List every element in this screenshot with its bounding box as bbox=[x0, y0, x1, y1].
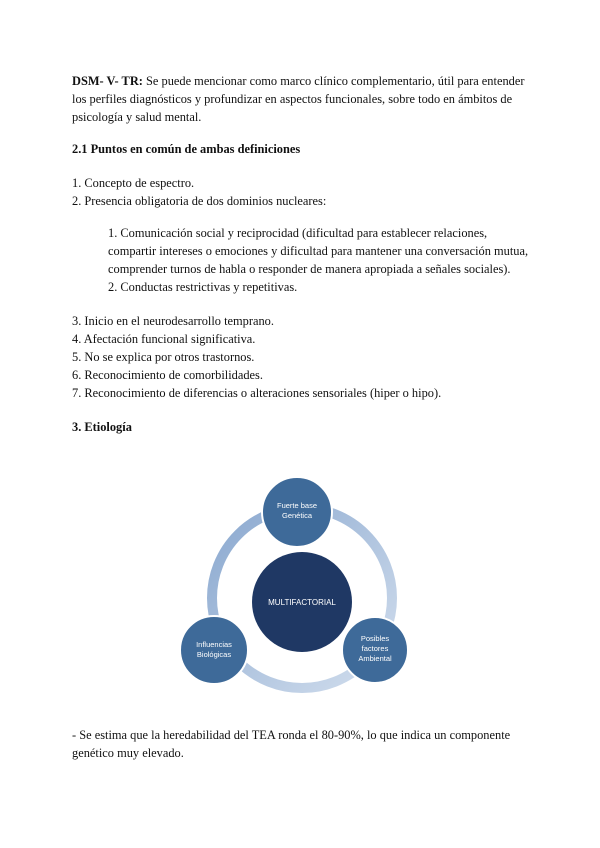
node-biological-line1: Influencias bbox=[196, 640, 232, 649]
list-item: 1. Concepto de espectro. bbox=[72, 176, 195, 190]
section-etiology-heading: 3. Etiología bbox=[72, 420, 132, 434]
sub-list-item: 1. Comunicación social y reciprocidad (dificultad para establecer relaciones, compartir intereses o emociones y dificultad para mantener una conversación mutua, comprender turnos de habla o responder de manera apropiada a señales sociales). bbox=[108, 226, 529, 276]
list-item: 5. No se explica por otros trastornos. bbox=[72, 350, 255, 364]
node-genetic-line1: Fuerte base bbox=[276, 501, 318, 510]
list-item: 4. Afectación funcional significativa. bbox=[72, 332, 256, 346]
list-item: 7. Reconocimiento de diferencias o alteraciones sensoriales (hiper o hipo). bbox=[72, 386, 442, 400]
intro-label: DSM- V- TR: bbox=[72, 74, 143, 88]
list-item: 3. Inicio en el neurodesarrollo temprano. bbox=[72, 314, 274, 328]
node-environmental-line1: Posibles bbox=[360, 634, 390, 643]
list-item: 6. Reconocimiento de comorbilidades. bbox=[72, 368, 263, 382]
list-item: 2. Presencia obligatoria de dos dominios nucleares: bbox=[72, 194, 327, 208]
sub-list-item: 2. Conductas restrictivas y repetitivas. bbox=[108, 280, 298, 294]
heritability-note: - Se estima que la heredabilidad del TEA ronda el 80-90%, lo que indica un componente genético muy elevado. bbox=[72, 728, 511, 760]
intro-paragraph bbox=[72, 72, 532, 126]
etiology-cycle-diagram bbox=[170, 470, 440, 720]
node-biological-line2: Biológicas bbox=[196, 650, 232, 659]
node-environmental-line2: factores bbox=[361, 644, 389, 653]
node-environmental-line3: Ambiental bbox=[358, 654, 392, 663]
center-label: MULTIFACTORIAL bbox=[268, 598, 336, 607]
intro-text: Se puede mencionar como marco clínico complementario, útil para entender los perfiles diagnósticos y profundizar en aspectos funcionales, sobre todo en ámbitos de psicología y salud mental. bbox=[72, 74, 525, 124]
document-page bbox=[72, 72, 532, 452]
sub-list bbox=[108, 224, 532, 296]
node-genetic-line2: Genética bbox=[281, 511, 313, 520]
section-common-heading: 2.1 Puntos en común de ambas definiciones bbox=[72, 142, 301, 156]
